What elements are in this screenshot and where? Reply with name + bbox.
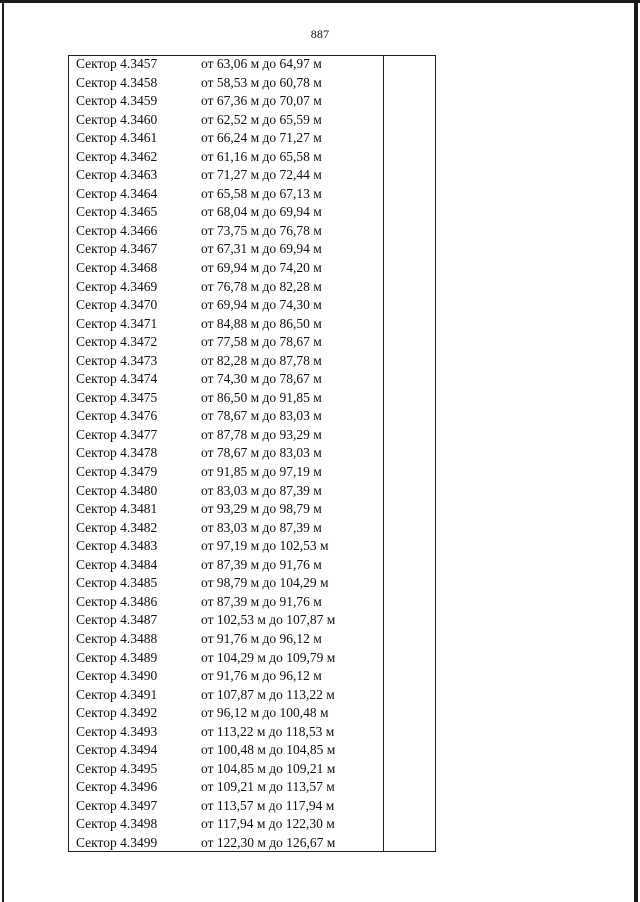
sector-name: Сектор 4.3459 — [76, 93, 158, 109]
table-row — [68, 834, 383, 853]
sector-name: Сектор 4.3480 — [76, 482, 158, 498]
sector-name: Сектор 4.3486 — [76, 593, 158, 609]
sector-range: от 86,50 м до 91,85 м — [201, 389, 322, 405]
table-row — [68, 74, 383, 93]
sector-name: Сектор 4.3471 — [76, 315, 158, 331]
sector-range: от 58,53 м до 60,78 м — [201, 74, 322, 90]
table-row — [68, 352, 383, 371]
sector-name: Сектор 4.3492 — [76, 705, 158, 721]
sector-name: Сектор 4.3470 — [76, 297, 158, 313]
sector-name: Сектор 4.3478 — [76, 445, 158, 461]
sector-name: Сектор 4.3490 — [76, 668, 158, 684]
sector-range: от 93,29 м до 98,79 м — [201, 501, 322, 517]
table-row — [68, 667, 383, 686]
sector-range: от 69,94 м до 74,20 м — [201, 260, 322, 276]
table-row — [68, 259, 383, 278]
sector-range: от 96,12 м до 100,48 м — [201, 705, 329, 721]
sector-range: от 83,03 м до 87,39 м — [201, 482, 322, 498]
sector-range: от 102,53 м до 107,87 м — [201, 612, 336, 628]
sector-name: Сектор 4.3468 — [76, 260, 158, 276]
sector-range: от 76,78 м до 82,28 м — [201, 278, 322, 294]
sector-name: Сектор 4.3498 — [76, 816, 158, 832]
sector-range: от 122,30 м до 126,67 м — [201, 834, 336, 850]
sector-range: от 87,78 м до 93,29 м — [201, 426, 322, 442]
table-row — [68, 278, 383, 297]
table-row — [68, 148, 383, 167]
sector-range: от 62,52 м до 65,59 м — [201, 111, 322, 127]
sector-name: Сектор 4.3472 — [76, 334, 158, 350]
sector-name: Сектор 4.3496 — [76, 779, 158, 795]
sector-name: Сектор 4.3491 — [76, 686, 158, 702]
table-row — [68, 92, 383, 111]
sector-range: от 73,75 м до 76,78 м — [201, 222, 322, 238]
table-row — [68, 741, 383, 760]
sector-range: от 109,21 м до 113,57 м — [201, 779, 335, 795]
table-row — [68, 686, 383, 705]
sector-name: Сектор 4.3495 — [76, 760, 158, 776]
sector-name: Сектор 4.3484 — [76, 556, 158, 572]
sector-name: Сектор 4.3499 — [76, 834, 158, 850]
sector-range: от 107,87 м до 113,22 м — [201, 686, 335, 702]
sector-range: от 82,28 м до 87,78 м — [201, 352, 322, 368]
sector-range: от 104,29 м до 109,79 м — [201, 649, 336, 665]
table-row — [68, 815, 383, 834]
sector-range: от 78,67 м до 83,03 м — [201, 408, 322, 424]
table-row — [68, 185, 383, 204]
sector-range: от 117,94 м до 122,30 м — [201, 816, 335, 832]
sector-name: Сектор 4.3467 — [76, 241, 158, 257]
table-row — [68, 315, 383, 334]
table-row — [68, 797, 383, 816]
sector-name: Сектор 4.3481 — [76, 501, 158, 517]
table-row — [68, 463, 383, 482]
sector-range: от 83,03 м до 87,39 м — [201, 519, 322, 535]
table-row — [68, 482, 383, 501]
table-row — [68, 556, 383, 575]
sector-name: Сектор 4.3473 — [76, 352, 158, 368]
table-row — [68, 519, 383, 538]
sector-name: Сектор 4.3494 — [76, 742, 158, 758]
table-row — [68, 407, 383, 426]
sector-name: Сектор 4.3487 — [76, 612, 158, 628]
sector-range: от 104,85 м до 109,21 м — [201, 760, 336, 776]
sector-name: Сектор 4.3464 — [76, 185, 158, 201]
table-row — [68, 222, 383, 241]
sector-range: от 74,30 м до 78,67 м — [201, 371, 322, 387]
sector-range: от 113,22 м до 118,53 м — [201, 723, 335, 739]
page-number: 887 — [310, 27, 330, 41]
table-row — [68, 574, 383, 593]
sector-name: Сектор 4.3476 — [76, 408, 158, 424]
sector-range: от 98,79 м до 104,29 м — [201, 575, 329, 591]
table-row — [68, 389, 383, 408]
sector-name: Сектор 4.3477 — [76, 426, 158, 442]
table-row — [68, 778, 383, 797]
scan-edge-right — [634, 0, 638, 902]
scan-edge-top — [0, 0, 640, 3]
table-column-divider — [383, 55, 384, 852]
sector-name: Сектор 4.3462 — [76, 148, 158, 164]
table-row — [68, 537, 383, 556]
sector-range: от 87,39 м до 91,76 м — [201, 593, 322, 609]
sector-range: от 67,31 м до 69,94 м — [201, 241, 322, 257]
sector-range: от 67,36 м до 70,07 м — [201, 93, 322, 109]
sector-name: Сектор 4.3497 — [76, 797, 158, 813]
sector-name: Сектор 4.3485 — [76, 575, 158, 591]
sector-range: от 61,16 м до 65,58 м — [201, 148, 322, 164]
sector-range: от 71,27 м до 72,44 м — [201, 167, 322, 183]
table-row — [68, 500, 383, 519]
sector-name: Сектор 4.3461 — [76, 130, 158, 146]
sector-name: Сектор 4.3458 — [76, 74, 158, 90]
sector-range: от 66,24 м до 71,27 м — [201, 130, 322, 146]
table-row — [68, 630, 383, 649]
sector-range: от 78,67 м до 83,03 м — [201, 445, 322, 461]
sector-range: от 91,85 м до 97,19 м — [201, 464, 322, 480]
sector-range: от 65,58 м до 67,13 м — [201, 185, 322, 201]
table-row — [68, 55, 383, 74]
table-row — [68, 111, 383, 130]
sector-range: от 97,19 м до 102,53 м — [201, 538, 329, 554]
sector-range: от 87,39 м до 91,76 м — [201, 556, 322, 572]
table-row — [68, 593, 383, 612]
sector-name: Сектор 4.3474 — [76, 371, 158, 387]
table-row — [68, 370, 383, 389]
table-row — [68, 296, 383, 315]
table-row — [68, 704, 383, 723]
sector-range: от 69,94 м до 74,30 м — [201, 297, 322, 313]
sector-table-rows — [68, 55, 383, 853]
sector-name: Сектор 4.3463 — [76, 167, 158, 183]
sector-name: Сектор 4.3457 — [76, 56, 158, 71]
table-row — [68, 426, 383, 445]
table-row — [68, 760, 383, 779]
table-row — [68, 649, 383, 668]
table-row — [68, 203, 383, 222]
sector-range: от 91,76 м до 96,12 м — [201, 630, 322, 646]
sector-name: Сектор 4.3482 — [76, 519, 158, 535]
table-row — [68, 129, 383, 148]
sector-range: от 113,57 м до 117,94 м — [201, 797, 335, 813]
sector-range: от 63,06 м до 64,97 м — [201, 56, 322, 71]
table-row — [68, 611, 383, 630]
sector-name: Сектор 4.3483 — [76, 538, 158, 554]
table-row — [68, 166, 383, 185]
sector-range: от 100,48 м до 104,85 м — [201, 742, 336, 758]
sector-name: Сектор 4.3493 — [76, 723, 158, 739]
sector-name: Сектор 4.3469 — [76, 278, 158, 294]
sector-range: от 68,04 м до 69,94 м — [201, 204, 322, 220]
sector-name: Сектор 4.3488 — [76, 630, 158, 646]
table-row — [68, 444, 383, 463]
sector-range: от 91,76 м до 96,12 м — [201, 668, 322, 684]
table-row — [68, 240, 383, 259]
sector-name: Сектор 4.3460 — [76, 111, 158, 127]
table-row — [68, 333, 383, 352]
sector-name: Сектор 4.3475 — [76, 389, 158, 405]
scan-edge-left — [2, 0, 4, 902]
sector-name: Сектор 4.3479 — [76, 464, 158, 480]
sector-range: от 77,58 м до 78,67 м — [201, 334, 322, 350]
sector-name: Сектор 4.3466 — [76, 222, 158, 238]
sector-range: от 84,88 м до 86,50 м — [201, 315, 322, 331]
table-row — [68, 723, 383, 742]
sector-name: Сектор 4.3489 — [76, 649, 158, 665]
sector-name: Сектор 4.3465 — [76, 204, 158, 220]
